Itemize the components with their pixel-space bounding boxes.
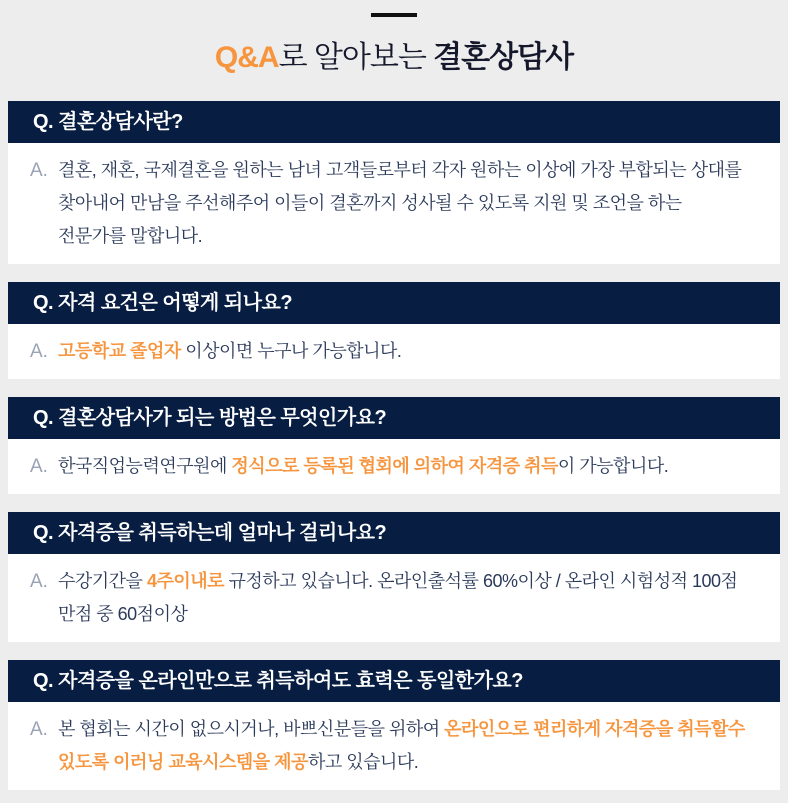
qa-section-2 [8, 282, 780, 379]
answer-text [58, 713, 750, 779]
answer-segment: 하고 있습니다. [307, 752, 419, 772]
answer-highlight: 온라인으로 편리하게 자격증을 취득할수 있도록 이러닝 교육시스템을 제공 [58, 719, 745, 772]
answer-segment: 이상이면 누구나 가능합니다. [180, 341, 402, 361]
title-keyword: 결혼상담사 [433, 41, 574, 74]
answer-label: A. [30, 341, 48, 362]
answer-highlight: 고등학교 졸업자 [58, 341, 181, 361]
answer-segment: 한국직업능력연구원에 [58, 456, 232, 476]
answer-label: A. [30, 719, 48, 740]
answer-highlight: 4주이내로 [146, 571, 225, 591]
qa-section-4 [8, 512, 780, 642]
question-header: Q. 자격 요건은 어떻게 되나요? [8, 282, 780, 324]
qa-section-1 [8, 101, 780, 264]
answer-segment: 수강기간을 [58, 571, 147, 591]
answer-segment: 본 협회는 시간이 없으시거나, 바쁘신분들을 위하여 [58, 719, 445, 739]
qa-sections [0, 101, 788, 790]
answer-label: A. [30, 160, 48, 181]
answer-text [58, 450, 750, 483]
answer-body [8, 324, 780, 379]
answer-label: A. [30, 456, 48, 477]
answer-body [8, 143, 780, 264]
qa-section-5 [8, 660, 780, 790]
question-header: Q. 자격증을 취득하는데 얼마나 걸리나요? [8, 512, 780, 554]
question-header: Q. 자격증을 온라인만으로 취득하여도 효력은 동일한가요? [8, 660, 780, 702]
answer-text [58, 565, 750, 631]
question-header: Q. 결혼상담사가 되는 방법은 무엇인가요? [8, 397, 780, 439]
answer-segment: 규정하고 있습니다. 온라인출석률 60%이상 / 온라인 시험성적 100점 만점 중 60점이상 [58, 571, 738, 624]
answer-body [8, 702, 780, 790]
answer-label: A. [30, 571, 48, 592]
answer-body [8, 439, 780, 494]
answer-body [8, 554, 780, 642]
answer-text [58, 335, 750, 368]
qa-section-3 [8, 397, 780, 494]
title-accent: Q&A [214, 41, 279, 74]
decorative-dash [371, 13, 417, 17]
answer-text [58, 154, 750, 253]
question-header: Q. 결혼상담사란? [8, 101, 780, 143]
page-title [0, 39, 788, 77]
answer-segment: 결혼, 재혼, 국제결혼을 원하는 남녀 고객들로부터 각자 원하는 이상에 가장 부합되는 상대를 찾아내어 만남을 주선해주어 이들이 결혼까지 성사될 수 있도록 지원 및 조언을 하는 전문가를 말합니다. [58, 160, 742, 246]
answer-segment: 이 가능합니다. [557, 456, 669, 476]
title-text: 로 알아보는 [278, 41, 434, 74]
answer-highlight: 정식으로 등록된 협회에 의하여 자격증 취득 [231, 456, 558, 476]
